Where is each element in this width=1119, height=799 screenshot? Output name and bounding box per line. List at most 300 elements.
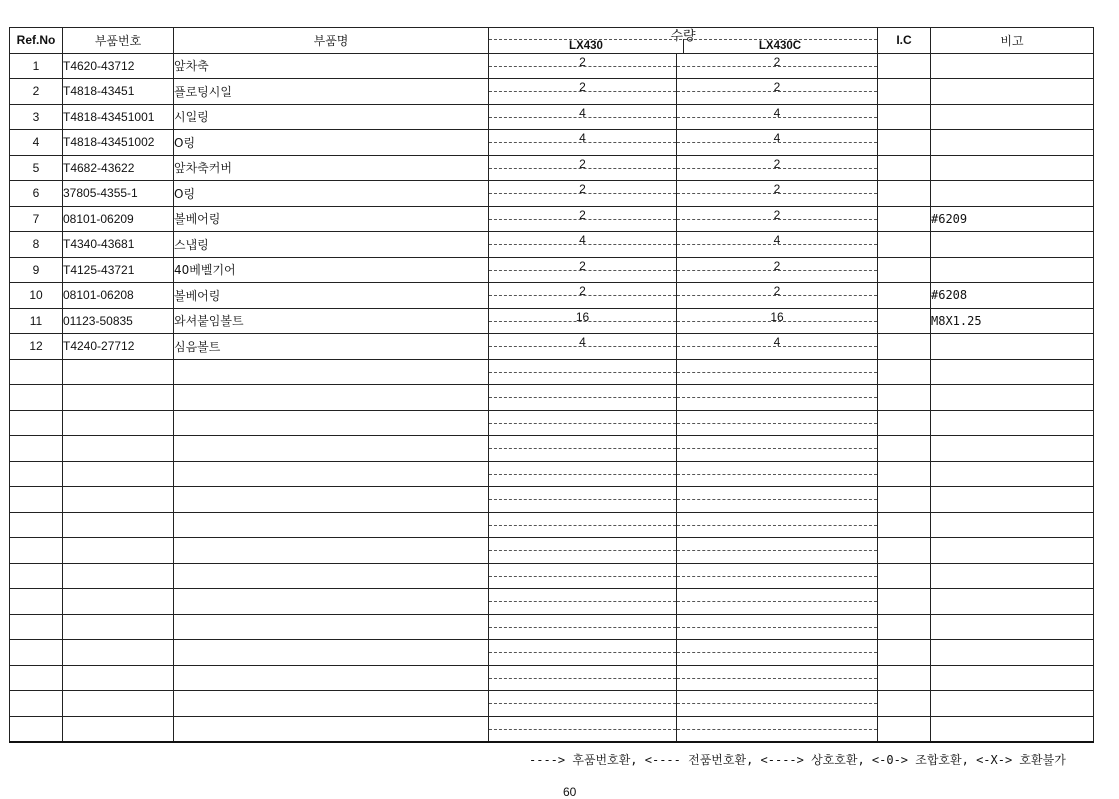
lx430-qty-cell — [489, 181, 677, 207]
dashed-rule — [489, 142, 676, 143]
dashed-rule — [677, 117, 877, 118]
ref-no-cell: 9 — [10, 257, 63, 283]
ic-cell — [878, 181, 931, 207]
empty-cell — [174, 385, 489, 411]
empty-cell — [174, 538, 489, 564]
empty-qty-cell — [489, 410, 677, 436]
empty-cell — [10, 640, 63, 666]
lx430c-qty-value: 4 — [773, 335, 781, 349]
lx430-qty-cell — [489, 104, 677, 130]
table-row — [10, 334, 1094, 360]
part-name-cell: 앞차축 — [174, 53, 489, 79]
dashed-rule — [489, 321, 676, 322]
ref-no-cell: 4 — [10, 130, 63, 156]
ic-cell — [878, 79, 931, 105]
empty-cell — [174, 359, 489, 385]
lx430-qty-value: 2 — [579, 284, 586, 298]
empty-cell — [63, 665, 174, 691]
dashed-rule — [677, 627, 877, 628]
ref-no-cell: 2 — [10, 79, 63, 105]
part-number-cell: T4620-43712 — [63, 53, 174, 79]
dashed-rule — [677, 270, 877, 271]
empty-qty-cell — [489, 359, 677, 385]
dashed-rule — [489, 91, 676, 92]
empty-cell — [63, 716, 174, 742]
remarks-header: 비고 — [931, 28, 1094, 54]
table-row — [10, 257, 1094, 283]
ic-cell — [878, 206, 931, 232]
empty-qty-cell — [489, 461, 677, 487]
lx430-qty-value: 2 — [579, 258, 586, 273]
remark-cell — [931, 104, 1094, 130]
part-number-cell: T4682-43622 — [63, 155, 174, 181]
ref-no-header: Ref.No — [10, 28, 63, 54]
empty-cell — [931, 538, 1094, 564]
empty-cell — [174, 563, 489, 589]
lx430-qty-value: 16 — [575, 309, 590, 324]
lx430c-qty-cell — [677, 181, 878, 207]
dashed-rule — [677, 244, 877, 245]
empty-cell — [174, 487, 489, 513]
empty-cell — [10, 385, 63, 411]
empty-cell — [931, 436, 1094, 462]
dashed-rule — [489, 295, 676, 296]
dashed-rule — [677, 372, 877, 373]
ic-cell — [878, 104, 931, 130]
empty-qty-cell — [489, 614, 677, 640]
dashed-rule — [489, 270, 676, 271]
empty-cell — [63, 563, 174, 589]
empty-cell — [931, 614, 1094, 640]
part-number-cell: T4818-43451 — [63, 79, 174, 105]
part-name-cell: 40베벨기어 — [174, 257, 489, 283]
blank-row — [10, 640, 1094, 666]
remark-cell — [931, 334, 1094, 360]
ref-no-cell: 1 — [10, 53, 63, 79]
part-name-cell: O링 — [174, 130, 489, 156]
lx430c-qty-cell — [677, 257, 878, 283]
dashed-rule — [677, 346, 877, 347]
part-number-cell: T4818-43451002 — [63, 130, 174, 156]
empty-cell — [878, 538, 931, 564]
empty-cell — [878, 359, 931, 385]
empty-cell — [931, 359, 1094, 385]
ic-cell — [878, 232, 931, 258]
lx430c-qty-cell — [677, 79, 878, 105]
empty-cell — [878, 589, 931, 615]
empty-cell — [174, 716, 489, 742]
empty-cell — [10, 665, 63, 691]
lx430c-qty-value: 2 — [773, 80, 781, 94]
empty-cell — [63, 410, 174, 436]
ref-no-cell: 3 — [10, 104, 63, 130]
lx430-qty-cell — [489, 206, 677, 232]
empty-qty-cell — [489, 640, 677, 666]
blank-row — [10, 436, 1094, 462]
empty-cell — [63, 538, 174, 564]
dashed-rule — [677, 499, 877, 500]
lx430c-qty-value: 16 — [770, 309, 784, 324]
quantity-title: 수량 — [670, 29, 696, 44]
dashed-rule — [677, 448, 877, 449]
ref-no-cell: 10 — [10, 283, 63, 309]
dashed-rule — [677, 729, 877, 730]
dashed-rule — [489, 219, 676, 220]
remark-cell — [931, 155, 1094, 181]
lx430c-qty-cell — [677, 232, 878, 258]
lx430-qty-cell — [489, 308, 677, 334]
dashed-rule — [489, 168, 676, 169]
table-row — [10, 181, 1094, 207]
part-number-cell: T4240-27712 — [63, 334, 174, 360]
empty-cell — [878, 487, 931, 513]
empty-cell — [878, 614, 931, 640]
empty-qty-cell — [489, 487, 677, 513]
blank-row — [10, 385, 1094, 411]
part-name-cell: 볼베어링 — [174, 283, 489, 309]
dashed-rule — [677, 219, 877, 220]
lx430c-qty-cell — [677, 334, 878, 360]
table-row — [10, 283, 1094, 309]
empty-qty-cell — [489, 716, 677, 742]
remark-cell — [931, 130, 1094, 156]
empty-cell — [10, 487, 63, 513]
part-name-cell: 와셔붙임볼트 — [174, 308, 489, 334]
empty-cell — [878, 436, 931, 462]
part-name-cell: 볼베어링 — [174, 206, 489, 232]
lx430-qty-cell — [489, 232, 677, 258]
dashed-rule — [677, 91, 877, 92]
empty-cell — [878, 512, 931, 538]
quantity-header — [489, 28, 878, 54]
dashed-rule — [677, 321, 877, 322]
blank-row — [10, 563, 1094, 589]
dashed-rule — [489, 550, 676, 551]
empty-cell — [174, 665, 489, 691]
remark-cell: #6209 — [931, 206, 1094, 232]
remark-cell: #6208 — [931, 283, 1094, 309]
empty-cell — [878, 563, 931, 589]
empty-cell — [10, 716, 63, 742]
part-name-cell: 앞차축커버 — [174, 155, 489, 181]
table-row — [10, 79, 1094, 105]
dashed-rule — [677, 703, 877, 704]
lx430-qty-cell — [489, 130, 677, 156]
empty-cell — [10, 461, 63, 487]
empty-qty-cell — [677, 538, 878, 564]
empty-cell — [63, 359, 174, 385]
empty-cell — [878, 385, 931, 411]
blank-row — [10, 716, 1094, 742]
table-row — [10, 104, 1094, 130]
empty-cell — [63, 487, 174, 513]
dashed-rule — [677, 678, 877, 679]
lx430-header: LX430 — [569, 40, 603, 52]
blank-row — [10, 487, 1094, 513]
dashed-rule — [489, 423, 676, 424]
blank-row — [10, 461, 1094, 487]
ic-cell — [878, 155, 931, 181]
ic-header: I.C — [878, 28, 931, 54]
dashed-rule — [489, 397, 676, 398]
empty-qty-cell — [677, 563, 878, 589]
empty-qty-cell — [489, 691, 677, 717]
dashed-rule — [677, 550, 877, 551]
dashed-rule — [677, 142, 877, 143]
empty-cell — [10, 410, 63, 436]
dashed-rule — [677, 423, 877, 424]
empty-cell — [63, 436, 174, 462]
table-row — [10, 232, 1094, 258]
empty-cell — [63, 512, 174, 538]
ic-cell — [878, 53, 931, 79]
empty-cell — [931, 461, 1094, 487]
empty-cell — [63, 691, 174, 717]
part-number-cell: 08101-06208 — [63, 283, 174, 309]
lx430c-qty-value: 4 — [773, 105, 781, 120]
ic-cell — [878, 334, 931, 360]
empty-cell — [10, 563, 63, 589]
lx430c-qty-value: 2 — [773, 54, 781, 69]
empty-cell — [878, 665, 931, 691]
table-row — [10, 206, 1094, 232]
dashed-rule — [489, 66, 676, 67]
table-row — [10, 130, 1094, 156]
lx430c-qty-value: 2 — [773, 207, 781, 222]
blank-row — [10, 665, 1094, 691]
ref-no-cell: 6 — [10, 181, 63, 207]
empty-qty-cell — [677, 614, 878, 640]
empty-cell — [10, 436, 63, 462]
lx430c-qty-value: 2 — [773, 284, 781, 298]
remark-cell — [931, 257, 1094, 283]
dashed-rule — [489, 703, 676, 704]
empty-qty-cell — [677, 487, 878, 513]
part-name-cell: 스냅링 — [174, 232, 489, 258]
lx430-qty-value: 2 — [579, 182, 586, 196]
empty-cell — [931, 410, 1094, 436]
ic-cell — [878, 283, 931, 309]
empty-cell — [63, 385, 174, 411]
lx430-qty-cell — [489, 334, 677, 360]
part-number-cell: 01123-50835 — [63, 308, 174, 334]
header-row — [10, 28, 1094, 54]
ref-no-cell: 5 — [10, 155, 63, 181]
dashed-rule — [677, 168, 877, 169]
lx430-qty-value: 2 — [579, 80, 586, 94]
empty-cell — [878, 716, 931, 742]
dashed-rule — [489, 678, 676, 679]
parts-table — [9, 27, 1094, 743]
part-name-cell: 심음볼트 — [174, 334, 489, 360]
empty-cell — [931, 665, 1094, 691]
dashed-rule — [677, 295, 877, 296]
dashed-rule — [489, 499, 676, 500]
empty-qty-cell — [677, 665, 878, 691]
lx430c-qty-cell — [677, 206, 878, 232]
blank-row — [10, 410, 1094, 436]
table-row — [10, 155, 1094, 181]
remark-cell — [931, 79, 1094, 105]
dashed-rule — [489, 576, 676, 577]
empty-cell — [174, 512, 489, 538]
empty-cell — [878, 691, 931, 717]
lx430-qty-cell — [489, 79, 677, 105]
empty-qty-cell — [677, 410, 878, 436]
blank-row — [10, 589, 1094, 615]
dashed-rule — [489, 729, 676, 730]
ic-cell — [878, 257, 931, 283]
dashed-rule — [489, 193, 676, 194]
empty-qty-cell — [677, 385, 878, 411]
dashed-rule — [489, 525, 676, 526]
part-name-header: 부품명 — [174, 28, 489, 54]
page-number: 60 — [563, 785, 577, 799]
ref-no-cell: 7 — [10, 206, 63, 232]
lx430-qty-cell — [489, 283, 677, 309]
lx430-qty-value: 4 — [579, 335, 586, 349]
empty-cell — [931, 691, 1094, 717]
ref-no-cell: 8 — [10, 232, 63, 258]
part-number-cell: 08101-06209 — [63, 206, 174, 232]
empty-cell — [10, 359, 63, 385]
empty-qty-cell — [489, 589, 677, 615]
empty-cell — [63, 640, 174, 666]
dashed-rule — [677, 193, 877, 194]
empty-qty-cell — [677, 589, 878, 615]
empty-cell — [931, 512, 1094, 538]
remark-cell — [931, 53, 1094, 79]
lx430c-qty-value: 2 — [773, 182, 781, 196]
lx430-qty-value: 4 — [579, 233, 586, 247]
dashed-rule — [489, 627, 676, 628]
interchange-legend: ----> 후품번호환, <---- 전품번호환, <----> 상호호환, <-0-> 조합호환, <-X-> 호환불가 — [529, 753, 1066, 767]
lx430c-header: LX430C — [758, 40, 802, 52]
ic-cell — [878, 308, 931, 334]
empty-cell — [63, 614, 174, 640]
dashed-rule — [489, 448, 676, 449]
part-name-cell: 시일링 — [174, 104, 489, 130]
lx430c-qty-cell — [677, 130, 878, 156]
empty-cell — [931, 487, 1094, 513]
blank-row — [10, 512, 1094, 538]
empty-cell — [931, 385, 1094, 411]
lx430-qty-value: 2 — [579, 207, 586, 222]
lx430-qty-cell — [489, 257, 677, 283]
empty-cell — [10, 614, 63, 640]
lx430c-qty-value: 2 — [773, 258, 781, 273]
dashed-rule — [489, 372, 676, 373]
dashed-rule — [489, 652, 676, 653]
empty-cell — [174, 589, 489, 615]
part-name-cell: 플로팅시일 — [174, 79, 489, 105]
empty-qty-cell — [677, 461, 878, 487]
lx430-qty-cell — [489, 53, 677, 79]
dashed-rule — [677, 652, 877, 653]
empty-cell — [174, 461, 489, 487]
empty-cell — [63, 589, 174, 615]
remark-cell — [931, 232, 1094, 258]
empty-cell — [174, 614, 489, 640]
dashed-rule — [677, 525, 877, 526]
part-number-cell: T4340-43681 — [63, 232, 174, 258]
lx430c-qty-value: 4 — [773, 131, 781, 145]
empty-cell — [931, 640, 1094, 666]
dashed-rule — [489, 117, 676, 118]
ref-no-cell: 12 — [10, 334, 63, 360]
blank-row — [10, 538, 1094, 564]
dashed-rule — [489, 601, 676, 602]
part-number-header: 부품번호 — [63, 28, 174, 54]
empty-cell — [174, 436, 489, 462]
dashed-rule — [677, 66, 877, 67]
empty-cell — [931, 563, 1094, 589]
blank-row — [10, 691, 1094, 717]
lx430c-qty-cell — [677, 283, 878, 309]
empty-cell — [10, 538, 63, 564]
lx430c-qty-cell — [677, 104, 878, 130]
dashed-rule — [677, 601, 877, 602]
empty-cell — [174, 410, 489, 436]
remark-cell: M8X1.25 — [931, 308, 1094, 334]
empty-qty-cell — [677, 512, 878, 538]
empty-qty-cell — [677, 691, 878, 717]
remark-cell — [931, 181, 1094, 207]
lx430c-qty-cell — [677, 155, 878, 181]
lx430-qty-value: 2 — [579, 54, 586, 69]
lx430c-qty-cell — [677, 53, 878, 79]
part-number-cell: T4125-43721 — [63, 257, 174, 283]
table-row — [10, 308, 1094, 334]
blank-row — [10, 614, 1094, 640]
parts-body — [10, 53, 1094, 742]
lx430c-qty-value: 2 — [773, 156, 781, 171]
empty-qty-cell — [489, 436, 677, 462]
empty-cell — [931, 589, 1094, 615]
empty-cell — [10, 589, 63, 615]
lx430c-qty-cell — [677, 308, 878, 334]
part-number-cell: 37805-4355-1 — [63, 181, 174, 207]
empty-qty-cell — [489, 665, 677, 691]
empty-cell — [174, 691, 489, 717]
empty-cell — [931, 716, 1094, 742]
empty-qty-cell — [677, 640, 878, 666]
dashed-rule — [489, 346, 676, 347]
empty-qty-cell — [489, 385, 677, 411]
lx430-qty-value: 4 — [579, 105, 586, 120]
dashed-rule — [677, 397, 877, 398]
table-row — [10, 53, 1094, 79]
empty-cell — [878, 461, 931, 487]
part-number-cell: T4818-43451001 — [63, 104, 174, 130]
empty-cell — [10, 691, 63, 717]
dashed-rule — [489, 244, 676, 245]
lx430c-qty-value: 4 — [773, 233, 781, 247]
empty-cell — [878, 640, 931, 666]
lx430-qty-cell — [489, 155, 677, 181]
ic-cell — [878, 130, 931, 156]
empty-qty-cell — [677, 436, 878, 462]
blank-row — [10, 359, 1094, 385]
dashed-rule — [489, 474, 676, 475]
empty-cell — [10, 512, 63, 538]
empty-qty-cell — [489, 563, 677, 589]
empty-qty-cell — [677, 716, 878, 742]
lx430-qty-value: 2 — [579, 156, 586, 171]
dashed-rule — [677, 576, 877, 577]
empty-cell — [63, 461, 174, 487]
dashed-rule — [677, 474, 877, 475]
